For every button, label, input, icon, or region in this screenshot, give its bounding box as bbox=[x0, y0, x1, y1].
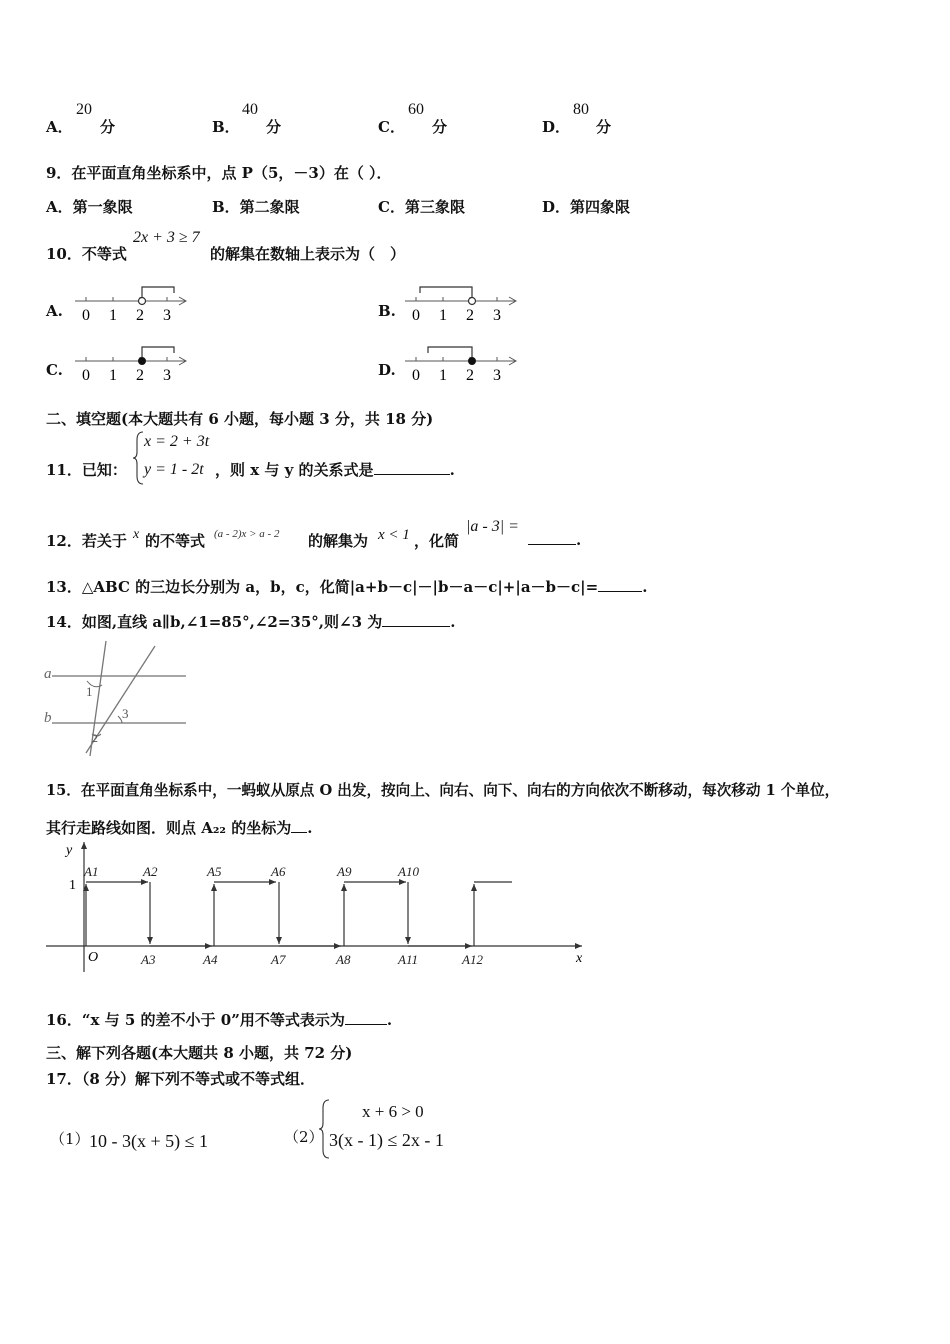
q10-prefix: 10．不等式 bbox=[46, 245, 127, 263]
answer-blank bbox=[382, 612, 450, 627]
tick-2: 2 bbox=[466, 367, 474, 384]
label-b: b bbox=[44, 710, 52, 726]
section-2-heading: 二、填空题(本大题共有 6 小题，每小题 3 分，共 18 分) bbox=[46, 410, 434, 428]
label-A12: A12 bbox=[462, 952, 483, 967]
q9-option-d: D．第四象限 bbox=[542, 198, 631, 216]
ant-path bbox=[86, 882, 512, 946]
q17-part-2-line-1: x + 6 > 0 bbox=[362, 1102, 424, 1121]
tick-3: 3 bbox=[493, 307, 501, 324]
q15-line-1: 15．在平面直角坐标系中，一蚂蚁从原点 O 出发，按向上、向右、向下、向右的方向依次不断移动，每次移动 1 个单位， bbox=[46, 782, 840, 799]
q15-figure bbox=[42, 838, 597, 974]
q9-stem: 9．在平面直角坐标系中，点 P（5，－3）在（ ）． bbox=[46, 164, 392, 182]
q12-abs-expr: |a - 3| = bbox=[466, 518, 519, 535]
q9-option-b: B．第二象限 bbox=[212, 198, 300, 216]
q8-option-c-unit: 分 bbox=[432, 118, 448, 136]
label-A1: A1 bbox=[84, 864, 99, 879]
label-A10: A10 bbox=[398, 864, 419, 879]
one-label: 1 bbox=[69, 878, 76, 893]
answer-blank bbox=[528, 530, 576, 545]
q12-solution: x < 1 bbox=[378, 527, 410, 543]
q13-text: 13．△ABC 的三边长分别为 a，b，c，化简|a+b－c|－|b－a－c|+|a－b－c|= . bbox=[46, 578, 648, 596]
label-A4: A4 bbox=[203, 952, 218, 967]
q14-figure bbox=[42, 638, 192, 760]
q17-part-2-label: （2） bbox=[284, 1128, 324, 1146]
label-1: 1 bbox=[86, 684, 93, 699]
tick-3: 3 bbox=[163, 367, 171, 384]
label-A7: A7 bbox=[271, 952, 286, 967]
q10-numberline-a bbox=[70, 284, 195, 326]
label-A11: A11 bbox=[398, 952, 418, 967]
q12-mid-2: 的解集为 bbox=[308, 532, 369, 550]
tick-0: 0 bbox=[412, 307, 420, 324]
q10-label-c: C. bbox=[46, 361, 63, 379]
q8-option-c-value: 60 bbox=[408, 101, 424, 118]
tick-1: 1 bbox=[439, 307, 447, 324]
q10-label-b: B. bbox=[378, 302, 396, 320]
q12-mid-1: 的不等式 bbox=[145, 532, 206, 550]
answer-blank bbox=[374, 460, 450, 475]
tick-2: 2 bbox=[136, 367, 144, 384]
tick-1: 1 bbox=[109, 367, 117, 384]
section-3-heading: 三、解下列各题(本大题共 8 小题，共 72 分) bbox=[46, 1044, 353, 1062]
q11-prefix: 11．已知： bbox=[46, 461, 127, 479]
q8-option-b-letter: B． bbox=[212, 118, 240, 136]
q10-numberline-b bbox=[400, 284, 525, 326]
q9-option-a: A．第一象限 bbox=[46, 198, 133, 216]
label-A2: A2 bbox=[143, 864, 158, 879]
q8-option-b-value: 40 bbox=[242, 101, 258, 118]
q8-option-b-unit: 分 bbox=[266, 118, 282, 136]
tick-2: 2 bbox=[466, 307, 474, 324]
q8-option-c-letter: C． bbox=[378, 118, 405, 136]
label-A5: A5 bbox=[207, 864, 222, 879]
q10-label-d: D. bbox=[378, 361, 396, 379]
answer-blank bbox=[291, 818, 307, 833]
q17-part-1-expr: 10 - 3(x + 5) ≤ 1 bbox=[89, 1131, 209, 1151]
q8-option-d-value: 80 bbox=[573, 101, 589, 118]
q8-option-a-value: 20 bbox=[76, 101, 92, 118]
label-2: 2 bbox=[92, 731, 98, 745]
q10-label-a: A. bbox=[46, 302, 63, 320]
tick-0: 0 bbox=[82, 307, 90, 324]
tick-1: 1 bbox=[109, 307, 117, 324]
q10-numberline-d bbox=[400, 344, 525, 386]
q8-option-a-unit: 分 bbox=[100, 118, 116, 136]
q17-stem: 17．（8 分）解下列不等式或不等式组． bbox=[46, 1070, 316, 1088]
x-label: x bbox=[576, 951, 583, 966]
label-A6: A6 bbox=[271, 864, 286, 879]
q17-part-1-label: （1） bbox=[50, 1130, 90, 1148]
q12-prefix: 12．若关于 bbox=[46, 532, 127, 550]
q10-suffix: 的解集在数轴上表示为（ ） bbox=[210, 245, 406, 263]
q11-suffix: ，则 x 与 y 的关系式是 . bbox=[215, 461, 455, 479]
label-A9: A9 bbox=[337, 864, 352, 879]
tick-3: 3 bbox=[163, 307, 171, 324]
q17-part-2-line-2: 3(x - 1) ≤ 2x - 1 bbox=[329, 1130, 444, 1150]
q15-line-2: 其行走路线如图．则点 A₂₂ 的坐标为 . bbox=[46, 819, 313, 837]
q12-var: x bbox=[133, 527, 140, 542]
q8-option-d-letter: D． bbox=[542, 118, 571, 136]
q12-mid-3: ，化简 bbox=[414, 532, 460, 550]
tick-1: 1 bbox=[439, 367, 447, 384]
label-A8: A8 bbox=[336, 952, 351, 967]
q9-option-c: C．第三象限 bbox=[378, 198, 465, 216]
label-a: a bbox=[44, 666, 52, 682]
q12-answer: . bbox=[528, 530, 581, 549]
origin-label: O bbox=[88, 950, 99, 965]
q8-option-a-letter: A． bbox=[46, 118, 73, 136]
q8-option-d-unit: 分 bbox=[596, 118, 612, 136]
answer-blank bbox=[345, 1010, 387, 1025]
tick-0: 0 bbox=[412, 367, 420, 384]
q12-inequality: (a - 2)x > a - 2 bbox=[214, 528, 280, 540]
q11-line-2: y = 1 - 2t bbox=[144, 461, 204, 478]
q16-text: 16．“x 与 5 的差不小于 0”用不等式表示为 . bbox=[46, 1011, 393, 1029]
answer-blank bbox=[598, 577, 642, 592]
tick-0: 0 bbox=[82, 367, 90, 384]
label-3: 3 bbox=[122, 706, 129, 721]
y-label: y bbox=[66, 843, 73, 858]
q11-line-1: x = 2 + 3t bbox=[144, 433, 210, 450]
label-A3: A3 bbox=[141, 952, 156, 967]
q10-inequality: 2x + 3 ≥ 7 bbox=[133, 229, 200, 246]
q14-text: 14．如图,直线 a∥b,∠1=85°,∠2=35°,则∠3 为 . bbox=[46, 613, 456, 631]
q10-numberline-c bbox=[70, 344, 195, 386]
tick-2: 2 bbox=[136, 307, 144, 324]
tick-3: 3 bbox=[493, 367, 501, 384]
